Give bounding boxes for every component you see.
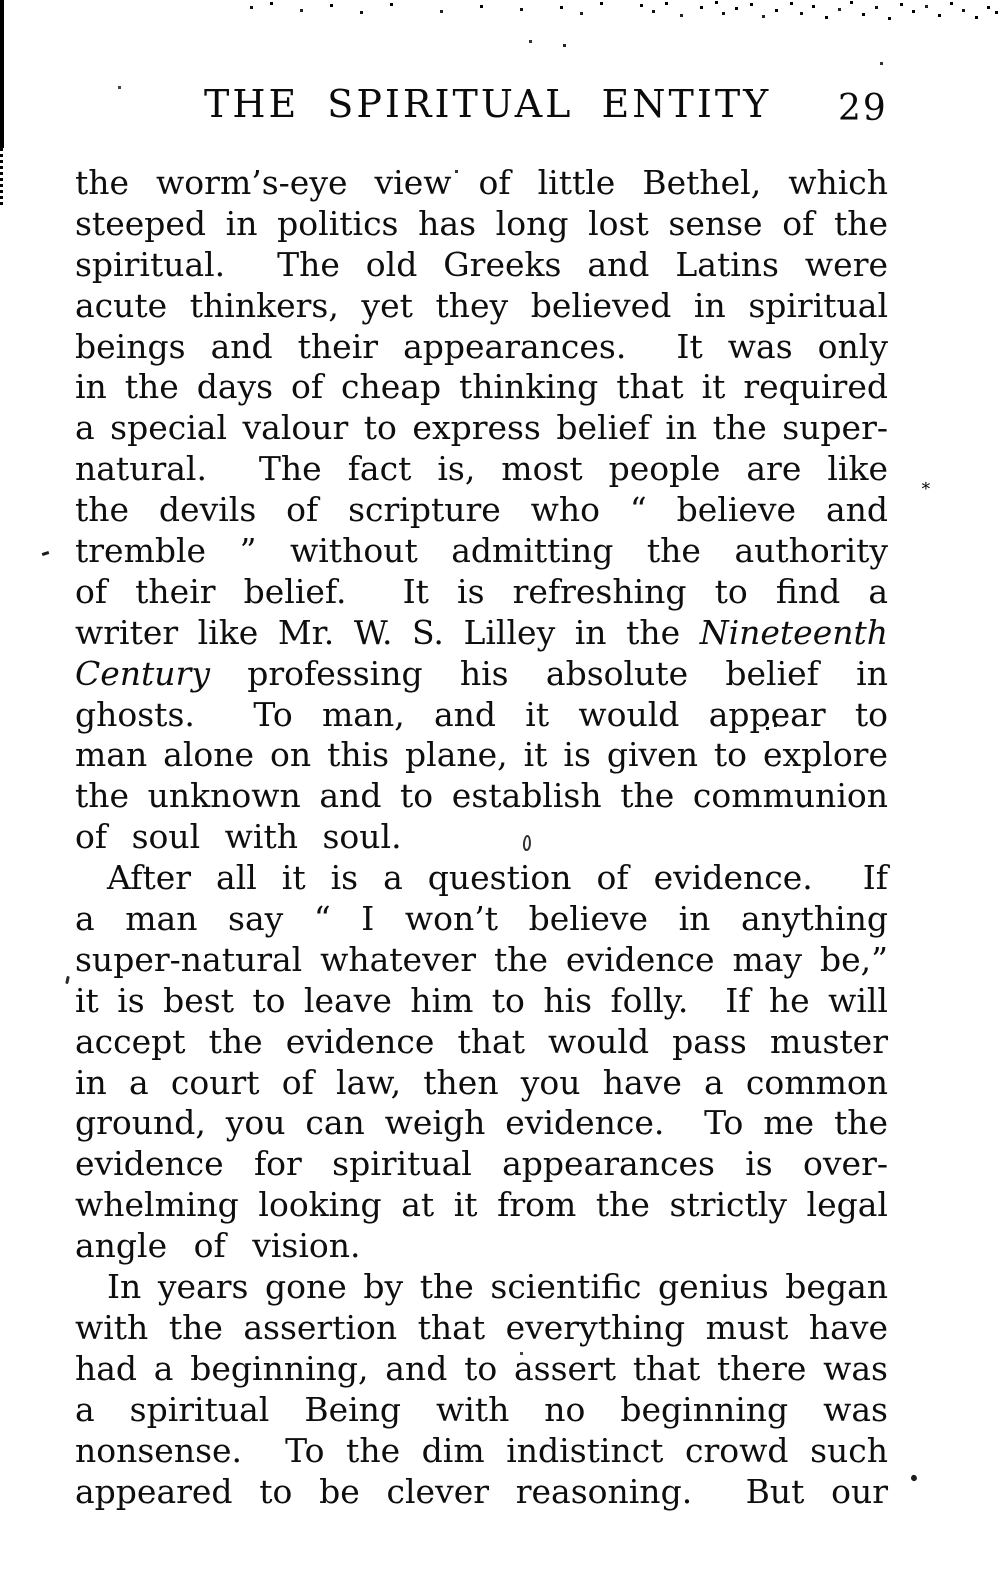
text-line [75,572,888,613]
text-line [75,449,888,490]
text-segment: a spiritual Being with no beginning was [75,1389,888,1429]
text-segment: had a beginning, and to assert that there was [75,1348,888,1388]
text-line [75,490,888,531]
text-line [75,408,888,449]
text-segment: it is best to leave him to his folly. If he will [75,980,888,1020]
text-line [75,1390,888,1431]
text-line [75,1144,888,1185]
text-line [75,1431,888,1472]
text-segment: a special valour to express belief in the super- [75,408,888,448]
text-line [75,899,888,940]
text-line [75,858,888,899]
text-segment: in the days of cheap thinking that it required [75,367,888,407]
text-segment: with the assertion that everything must have [75,1307,888,1347]
text-segment: steeped in politics has long lost sense of the [75,203,888,243]
text-segment: evidence for spiritual appearances is over- [75,1144,888,1184]
text-segment: of their belief. It is refreshing to find a [75,571,888,611]
text-line [75,1022,888,1063]
text-segment: spiritual. The old Greeks and Latins were [75,244,888,284]
ink-speck [910,1474,918,1482]
text-segment: the worm’s-eye view of little Bethel, which [75,163,888,202]
scan-edge-bar-dots [0,148,3,206]
scan-noise-speckles [0,0,3,3]
ink-speck-asterisk: ∗ [920,476,932,496]
text-line [75,1349,888,1390]
text-segment: whelming looking at it from the strictly legal [75,1185,888,1225]
text-segment: the devils of scripture who “ believe and [75,490,888,530]
text-block [75,163,888,1512]
text-line [75,1103,888,1144]
text-segment: acute thinkers, yet they believed in spiritual [75,285,888,325]
text-segment: nonsense. To the dim indistinct crowd such [75,1430,888,1470]
text-line [75,940,888,981]
text-line [75,163,888,204]
text-segment: tremble ” without admitting the authority [75,531,888,571]
text-line [75,286,888,327]
italic-text-segment: Century [75,653,210,693]
text-segment: appeared to be clever reasoning. But our [75,1471,888,1511]
ink-tick [65,976,70,984]
text-line [75,695,888,736]
text-line [75,1472,888,1513]
text-line [75,367,888,408]
page-number: 29 [838,88,888,129]
text-segment: angle of vision. [75,1226,361,1266]
text-segment: super-natural whatever the evidence may be,” [75,939,888,979]
text-segment: writer like Mr. W. S. Lilley in the [75,612,700,652]
text-line [75,245,888,286]
text-segment: After all it is a question of evidence. If [107,858,888,898]
text-segment: beings and their appearances. It was only [75,326,888,366]
text-segment: ghosts. To man, and it would appear to [75,694,888,734]
text-line [75,613,888,654]
chapter-title: THE SPIRITUAL ENTITY [204,82,772,126]
text-segment: a man say “ I won’t believe in anything [75,899,888,939]
text-line [75,981,888,1022]
text-segment: of soul with soul. [75,817,402,857]
text-line [75,1185,888,1226]
text-segment: natural. The fact is, most people are like [75,449,888,489]
text-line [75,1267,888,1308]
ink-dash [42,551,50,556]
text-line [75,735,888,776]
text-segment: professing his absolute belief in [209,653,888,693]
text-segment: ground, you can weigh evidence. To me the [75,1103,888,1143]
text-line [75,817,888,858]
text-segment: the unknown and to establish the communion [75,776,888,816]
text-segment: accept the evidence that would pass muster [75,1021,888,1061]
text-segment: In years gone by the scientific genius began [107,1267,888,1307]
text-line [75,776,888,817]
italic-text-segment: Nineteenth [699,612,888,652]
text-line [75,1308,888,1349]
running-head [0,82,1000,142]
text-line [75,204,888,245]
text-line [75,654,888,695]
text-segment: man alone on this plane, it is given to explore [75,735,888,775]
text-line [75,1226,888,1267]
text-line [75,327,888,368]
text-segment: in a court of law, then you have a common [75,1062,888,1102]
text-line [75,1063,888,1104]
text-line [75,531,888,572]
